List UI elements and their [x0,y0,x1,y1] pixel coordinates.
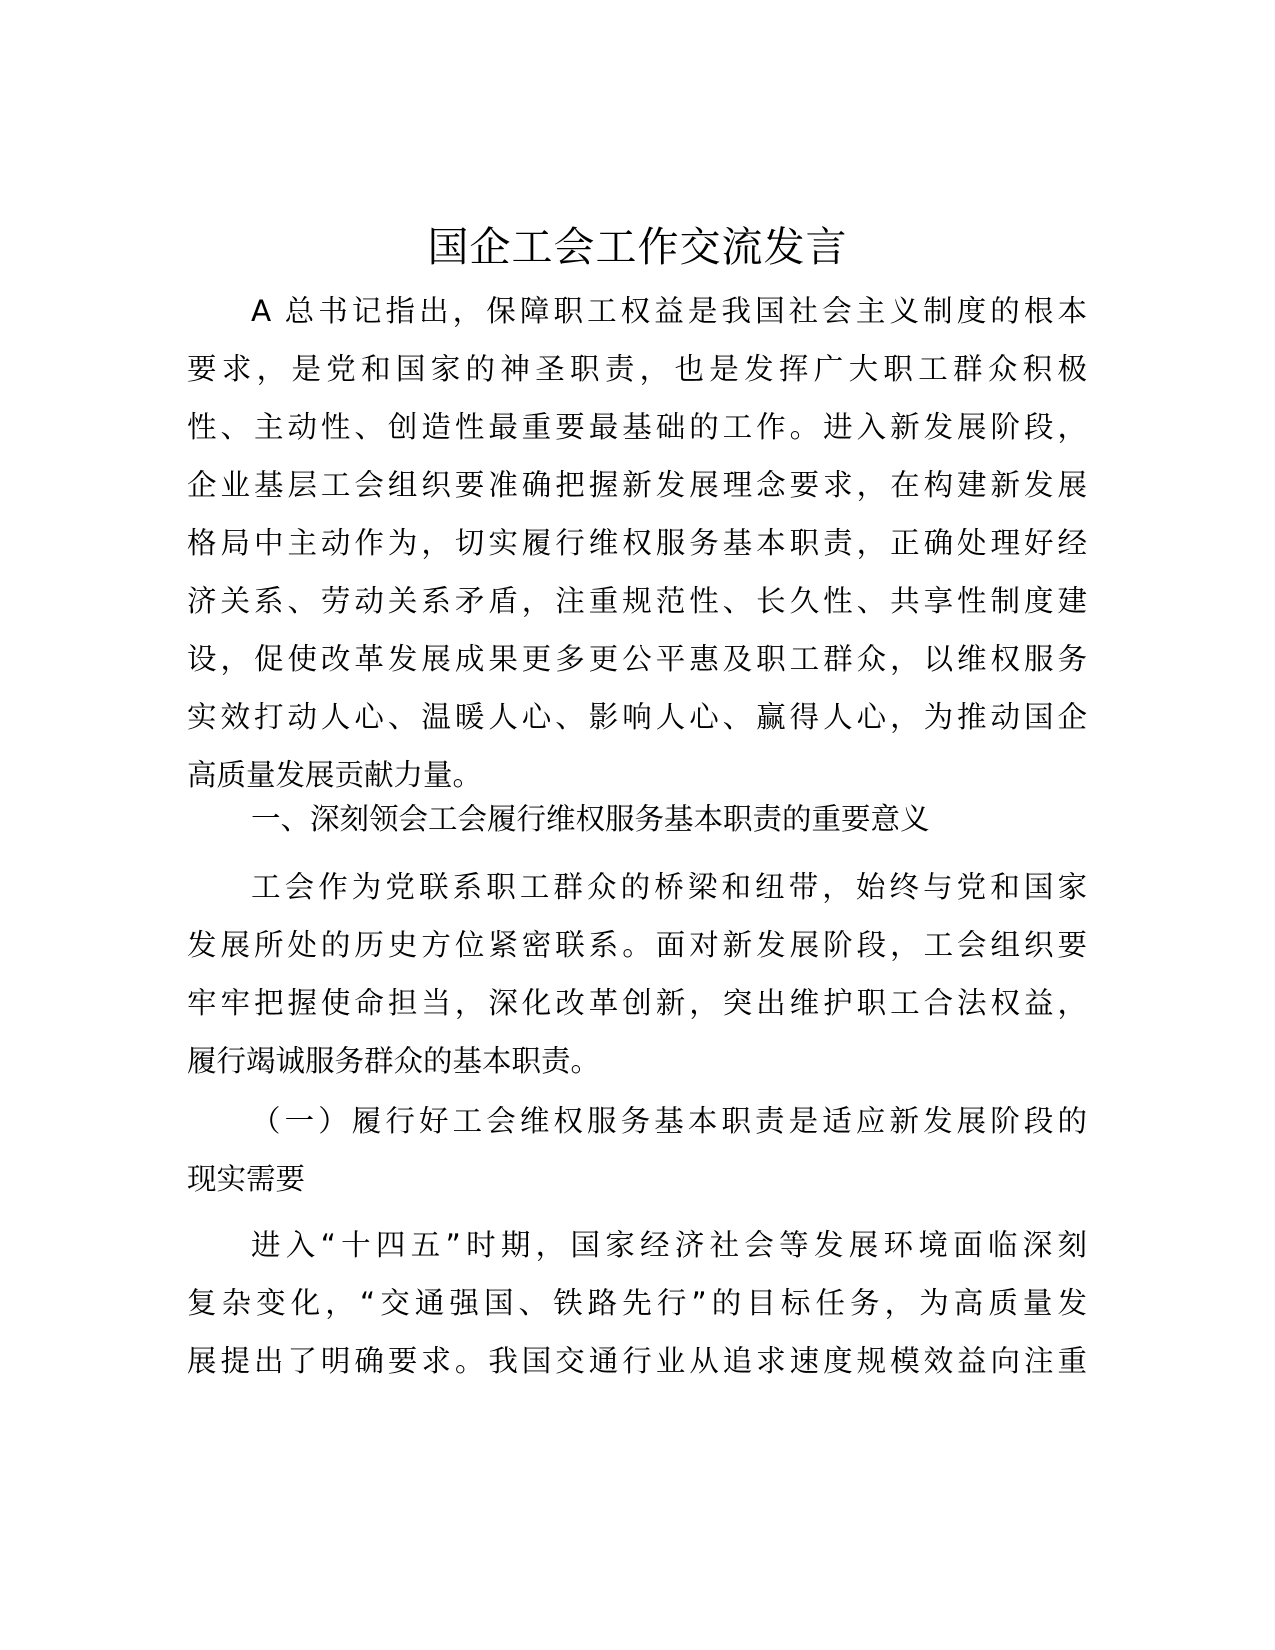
paragraph-line: 工会作为党联系职工群众的桥梁和纽带，始终与党和国家 [251,870,1087,904]
paragraph-line: 性、主动性、创造性最重要最基础的工作。进入新发展阶段， [187,410,1087,444]
paragraph-line: 进入“十四五”时期，国家经济社会等发展环境面临深刻 [251,1228,1087,1262]
subsection-heading-1 [187,1092,1087,1208]
heading-line: （一）履行好工会维权服务基本职责是适应新发展阶段的 [251,1104,1087,1138]
paragraph-line: 复杂变化，“交通强国、铁路先行”的目标任务，为高质量发 [187,1286,1087,1320]
paragraph-line: 发展所处的历史方位紧密联系。面对新发展阶段，工会组织要 [187,928,1087,962]
paragraph-line: 高质量发展贡献力量。 [187,758,483,792]
paragraph-line: 牢牢把握使命担当，深化改革创新，突出维护职工合法权益， [187,986,1087,1020]
paragraph-fourteenth-five [187,1216,1087,1390]
paragraph-line: 履行竭诚服务群众的基本职责。 [187,1044,601,1078]
paragraph-line: 济关系、劳动关系矛盾，注重规范性、长久性、共享性制度建 [187,584,1087,618]
section-heading-1 [187,790,1087,848]
paragraph-line: 格局中主动作为，切实履行维权服务基本职责，正确处理好经 [187,526,1087,560]
paragraph-line: 要求，是党和国家的神圣职责，也是发挥广大职工群众积极 [187,352,1087,386]
paragraph-line: 设，促使改革发展成果更多更公平惠及职工群众，以维权服务 [187,642,1087,676]
paragraph-line: 企业基层工会组织要准确把握新发展理念要求，在构建新发展 [187,468,1087,502]
heading-line: 一、深刻领会工会履行维权服务基本职责的重要意义 [251,802,930,836]
paragraph-bridge [187,858,1087,1090]
heading-line: 现实需要 [187,1162,306,1196]
paragraph-intro [187,282,1087,804]
paragraph-line: A 总书记指出，保障职工权益是我国社会主义制度的根本 [251,294,1087,328]
paragraph-line: 实效打动人心、温暖人心、影响人心、赢得人心，为推动国企 [187,700,1087,734]
document-title: 国企工会工作交流发言 [427,223,848,271]
paragraph-line: 展提出了明确要求。我国交通行业从追求速度规模效益向注重 [187,1344,1087,1378]
